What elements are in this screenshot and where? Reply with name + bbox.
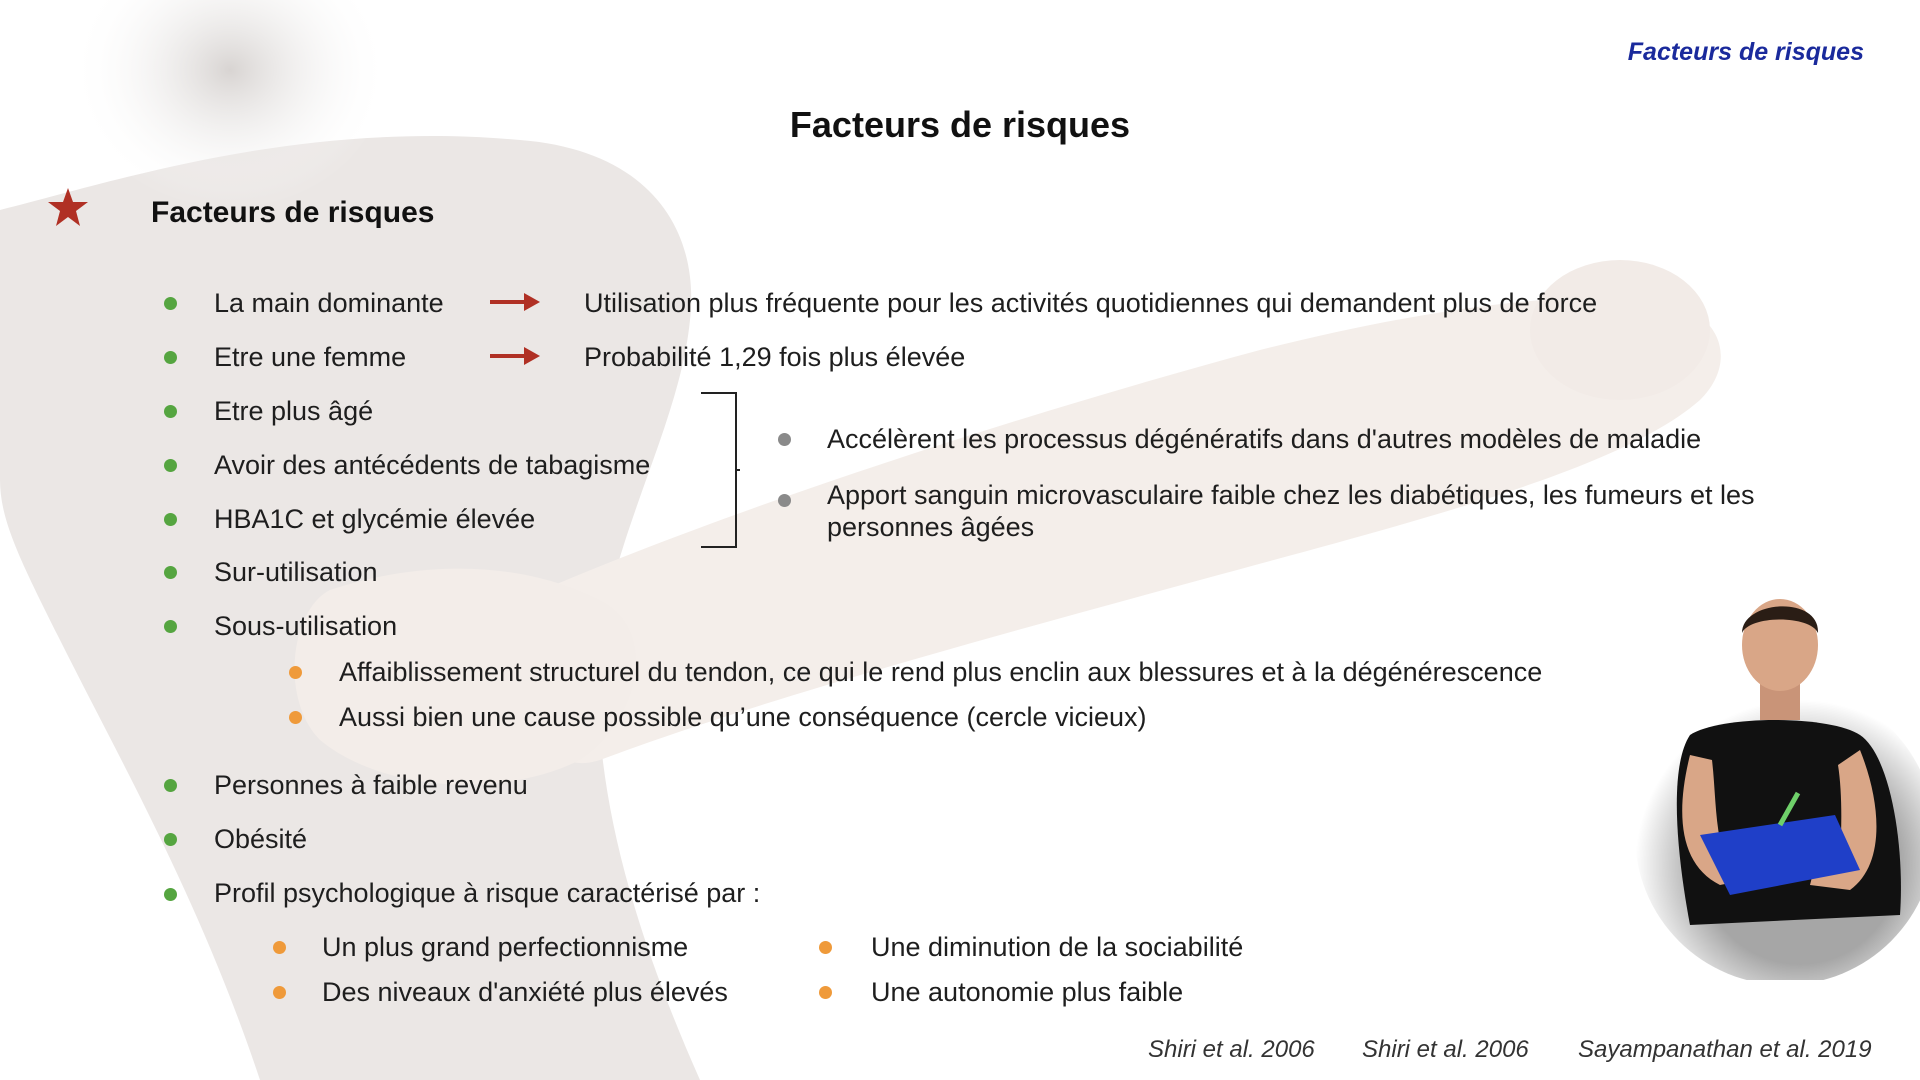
psych-sociability: Une diminution de la sociabilité [871, 932, 1244, 962]
explanation-female: Probabilité 1,29 fois plus élevée [584, 342, 966, 372]
presenter-photo [1620, 585, 1920, 980]
bullet-green [164, 620, 177, 633]
header-section-tag: Facteurs de risques [1627, 38, 1864, 66]
bullet-orange [273, 986, 286, 999]
risk-factor-female: Etre une femme [214, 342, 407, 372]
mechanism-blood-supply-continued: personnes âgées [827, 512, 1035, 542]
bullet-gray [778, 433, 791, 446]
psych-autonomy: Une autonomie plus faible [871, 977, 1184, 1007]
bullet-green [164, 833, 177, 846]
risk-factor-psych-profile: Profil psychologique à risque caractérisé par : [214, 878, 761, 908]
slide-title: Facteurs de risques [789, 104, 1131, 145]
bullet-green [164, 459, 177, 472]
star-icon [46, 186, 90, 230]
risk-factor-hba1c: HBA1C et glycémie élevée [214, 504, 536, 534]
underuse-detail-weakening: Affaiblissement structurel du tendon, ce qui le rend plus enclin aux blessures et à la dégénérescence [339, 657, 1543, 687]
bullet-orange [289, 666, 302, 679]
risk-factor-obesity: Obésité [214, 824, 308, 854]
bullet-orange [819, 941, 832, 954]
bullet-gray [778, 494, 791, 507]
bullet-green [164, 405, 177, 418]
explanation-dominant-hand: Utilisation plus fréquente pour les activités quotidiennes qui demandent plus de force [584, 288, 1598, 318]
arrow-right-icon [490, 346, 540, 366]
risk-factor-underuse: Sous-utilisation [214, 611, 398, 641]
citation: Shiri et al. 2006 [1362, 1036, 1529, 1063]
bullet-green [164, 351, 177, 364]
bullet-green [164, 513, 177, 526]
bullet-green [164, 297, 177, 310]
bullet-green [164, 779, 177, 792]
risk-factor-overuse: Sur-utilisation [214, 557, 378, 587]
risk-factor-dominant-hand: La main dominante [214, 288, 444, 318]
risk-factor-low-income: Personnes à faible revenu [214, 770, 528, 800]
mechanism-blood-supply: Apport sanguin microvasculaire faible chez les diabétiques, les fumeurs et les [827, 480, 1755, 510]
psych-anxiety: Des niveaux d'anxiété plus élevés [322, 977, 728, 1007]
psych-perfectionism: Un plus grand perfectionnisme [322, 932, 689, 962]
bullet-orange [819, 986, 832, 999]
grouping-bracket [700, 392, 740, 548]
bullet-green [164, 566, 177, 579]
section-title: Facteurs de risques [151, 196, 435, 229]
citation: Shiri et al. 2006 [1148, 1036, 1315, 1063]
underuse-detail-vicious-circle: Aussi bien une cause possible qu’une conséquence (cercle vicieux) [339, 702, 1147, 732]
bullet-green [164, 888, 177, 901]
risk-factor-older: Etre plus âgé [214, 396, 374, 426]
risk-factor-smoking: Avoir des antécédents de tabagisme [214, 450, 651, 480]
arrow-right-icon [490, 292, 540, 312]
bullet-orange [289, 711, 302, 724]
mechanism-degenerative: Accélèrent les processus dégénératifs dans d'autres modèles de maladie [827, 424, 1702, 454]
citation: Sayampanathan et al. 2019 [1578, 1036, 1872, 1063]
bullet-orange [273, 941, 286, 954]
